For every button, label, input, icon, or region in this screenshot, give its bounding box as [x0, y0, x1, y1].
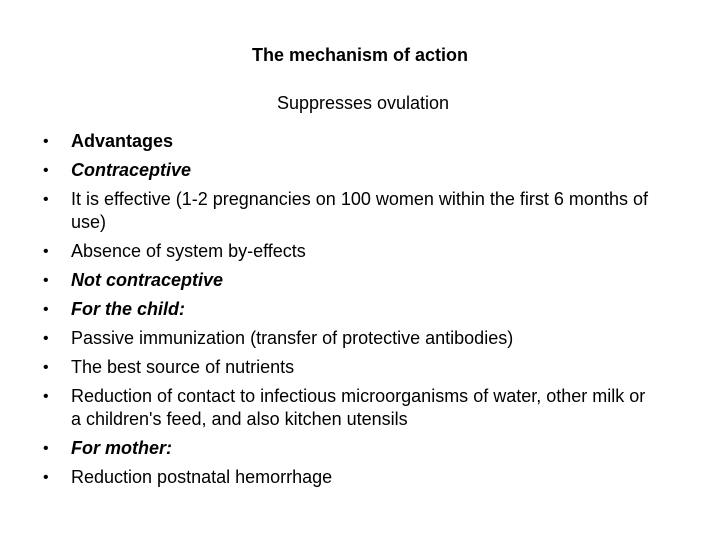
bullet-text: Advantages: [71, 131, 174, 151]
slide-subtitle: Suppresses ovulation: [276, 93, 450, 113]
bullet-icon: •: [43, 469, 49, 486]
bullet-icon: •: [43, 330, 49, 347]
bullet-icon: •: [43, 388, 49, 405]
bullet-icon: •: [43, 133, 49, 150]
bullet-icon: •: [43, 272, 49, 289]
bullet-text: It is effective (1-2 pregnancies on 100 women within the first 6 months of use): [71, 189, 648, 232]
bullet-text: Absence of system by-effects: [71, 241, 306, 261]
bullet-icon: •: [43, 440, 49, 457]
bullet-text: For mother:: [71, 438, 172, 458]
bullet-icon: •: [43, 301, 49, 318]
bullet-text: For the child:: [71, 299, 185, 319]
bullet-text: Contraceptive: [71, 160, 192, 180]
bullet-icon: •: [43, 191, 49, 208]
bullet-icon: •: [43, 359, 49, 376]
bullet-text: Not contraceptive: [71, 270, 224, 290]
bullet-icon: •: [43, 243, 49, 260]
bullet-text: Passive immunization (transfer of protective antibodies): [71, 328, 514, 348]
bullet-text: The best source of nutrients: [71, 357, 295, 377]
slide-title: The mechanism of action: [251, 45, 469, 65]
bullet-text: Reduction of contact to infectious microorganisms of water, other milk or a children's feed, and also kitchen utensils: [71, 386, 646, 429]
bullet-icon: •: [43, 162, 49, 179]
bullet-text: Reduction postnatal hemorrhage: [71, 467, 333, 487]
